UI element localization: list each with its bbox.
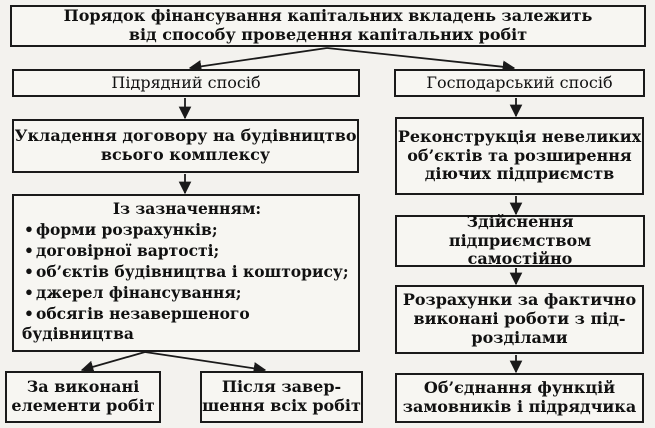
payment-elements-line-2: елементи робіт [11,396,155,415]
settlements-line-2: виконані роботи з під- [413,309,626,329]
payment-completion-box [200,371,363,423]
combination-line-1: Об’єднання функцій [423,378,616,398]
settlements-box [395,285,644,354]
list-item-text: договірної вартості; [36,241,220,261]
bullet-icon: • [24,283,34,303]
bullet-icon: • [24,262,34,282]
settlements-line-3: розділами [471,327,568,347]
bullet-icon: • [24,304,34,324]
bullet-icon: • [24,220,34,240]
reconstruction-line-2: об’єктів та розширення [407,145,632,165]
arrow-list-to-elements [82,352,145,370]
contract-agreement-line-1: Укладення договору на будівництво [14,126,357,146]
list-item-text: обсягів незавершеного [36,304,250,324]
economic-method-label: Господарський спосіб [426,72,613,92]
list-item-text: форми розрахунків; [36,220,218,240]
title-box [10,5,646,47]
payment-completion-line-1: Після завер- [221,377,342,397]
list-item [22,282,352,303]
contract-agreement-box [12,119,359,173]
payment-elements-line-1: За виконані [26,377,140,397]
list-item [22,240,352,261]
specification-heading: Із зазначенням: [112,199,262,218]
combination-line-2: замовників і підрядчика [402,397,637,416]
payment-elements-box [5,371,161,423]
list-item [22,261,352,282]
contract-method-box [12,69,360,97]
list-item-text: об’єктів будівництва і кошторису; [36,262,349,282]
arrow-list-to-completion [145,352,265,370]
title-line-2: від способу проведення капітальних робіт [128,25,528,44]
arrow-title-to-left [190,48,327,68]
payment-completion-line-2: шення всіх робіт [202,396,361,415]
settlements-line-1: Розрахунки за фактично [402,290,637,310]
self-execution-line-1: Здійснення підприємством [448,211,592,250]
title-line-1: Порядок фінансування капітальних вкладень залежить [63,6,593,26]
list-item [22,219,352,240]
specification-tail: будівництва [22,324,134,344]
reconstruction-line-3: діючих підприємств [424,164,615,184]
self-execution-box [395,211,645,269]
arrow-title-to-right [327,48,514,68]
combination-box [395,373,644,423]
specification-list-box [12,194,360,352]
economic-method-box [394,69,645,97]
reconstruction-box [395,117,644,195]
reconstruction-line-1: Реконструкція невеликих [397,126,642,146]
specification-list [22,219,352,324]
list-item [22,303,352,324]
contract-method-label: Підрядний спосіб [111,72,261,92]
list-item-text: джерел фінансування; [36,283,242,303]
bullet-icon: • [24,241,34,261]
self-execution-line-2: самостійно [467,249,573,269]
contract-agreement-line-2: всього комплексу [100,145,271,164]
